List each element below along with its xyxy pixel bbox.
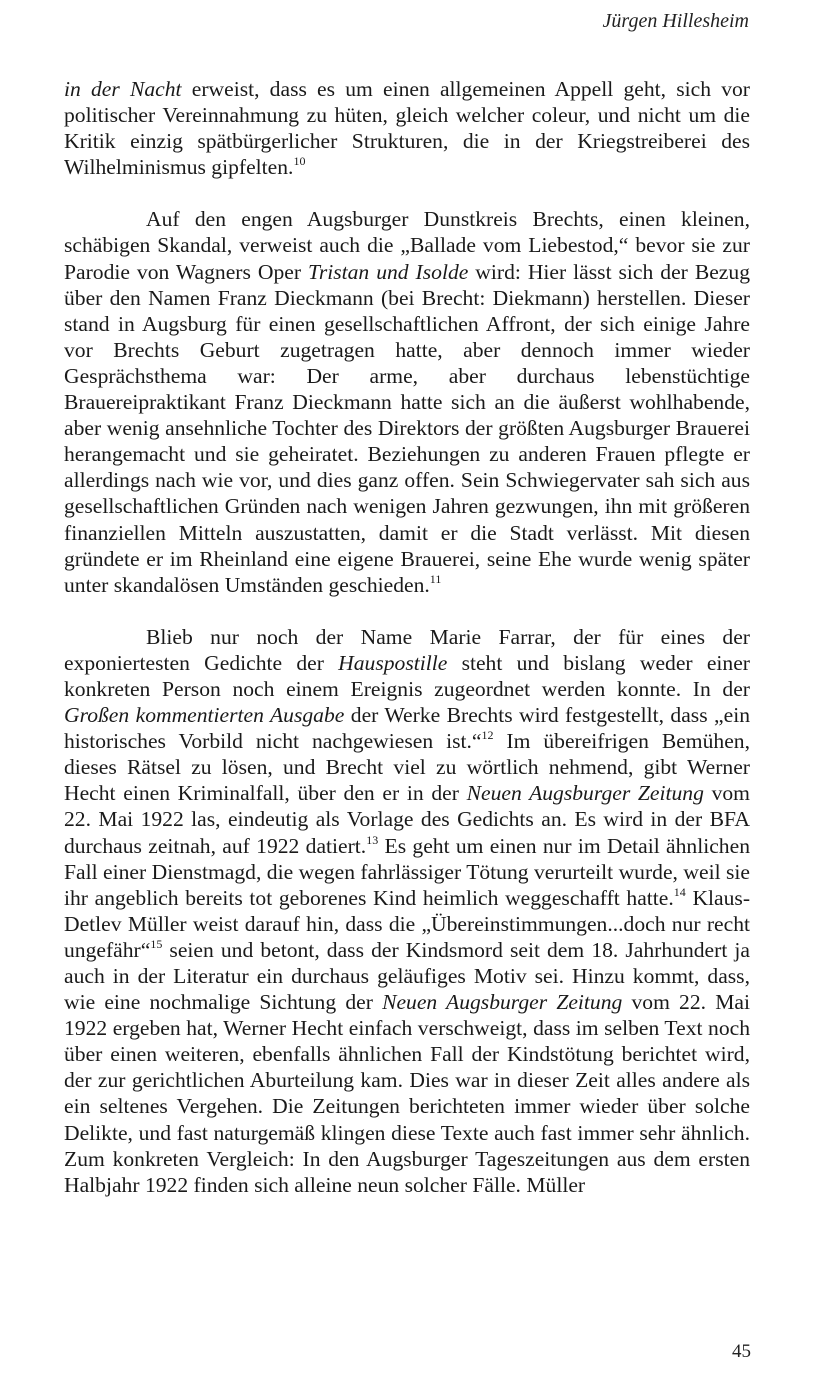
text-run: Im übereifrigen Bemühen, dieses Rätsel zu lösen, und Brecht viel zu wörtlich nehmend, gibt Werner Hecht einen Kriminalfall, über den er in der	[64, 729, 750, 806]
text-run: steht und bislang weder einer konkreten Person noch einem Ereignis zugeordnet werden konnte. In der	[64, 650, 750, 701]
footnote-marker: 11	[429, 571, 442, 586]
text-run: vom 22. Mai 1922 las, eindeutig als Vorlage des Gedichts an. Es wird in der BFA durchaus zeitnah, auf 1922 datiert.	[64, 781, 750, 858]
italic-title: Großen kommentierten Ausgabe	[64, 703, 345, 728]
text-run: Es geht um einen nur im Detail ähnlichen Fall einer Dienstmagd, die wegen fahrlässiger Tötung verurteilt wurde, weil sie ihr angeblich bereits tot geborenes Kind heimlich weggeschafft hatte.	[64, 833, 750, 910]
page-number: 45	[732, 1341, 751, 1362]
text-run: erweist, dass es um einen allgemeinen Appell geht, sich vor politischer Vereinnahmung zu hüten, gleich welcher coleur, und nicht um die Kritik einzig spätbürgerlicher Strukturen, die in der Kriegstreiberei des Wilhelminismus gipfelten.	[64, 77, 750, 180]
footnote-marker: 15	[150, 936, 163, 951]
body-text	[64, 76, 750, 1198]
text-run: wird: Hier lässt sich der Bezug über den Namen Franz Dieckmann (bei Brecht: Diekmann) herstellen. Dieser stand in Augsburg für einen gesellschaftlichen Affront, der sich einige Jahre vor Brechts Geburt zugetragen hatte, aber dennoch immer wieder Gesprächsthema war: Der arme, aber durchaus lebenstüchtige Brauereipraktikant Franz Dieckmann hatte sich an die äußerst wohlhabende, aber wenig ansehnliche Tochter des Direktors der größten Augsburger Brauerei herangemacht und sie geheiratet. Beziehungen zu anderen Frauen pflegte er allerdings nach wie vor, und dies ganz offen. Sein Schwiegervater sah sich aus gesellschaftlichen Gründen nach wenigen Jahren gezwungen, ihn mit größeren finanziellen Mitteln auszustatten, damit er die Stadt verlässt. Mit diesen gründete er im Rheinland eine eigene Brauerei, seine Ehe wurde wenig später unter skandalösen Umständen geschieden.	[64, 259, 750, 597]
italic-title: Tristan und Isolde	[308, 259, 469, 284]
paragraph-1	[64, 76, 750, 180]
footnote-marker: 12	[481, 728, 494, 743]
footnote-marker: 10	[293, 154, 306, 169]
paragraph-2	[64, 206, 750, 597]
footnote-marker: 13	[366, 832, 379, 847]
italic-title: Neuen Augsburger Zeitung	[382, 990, 623, 1015]
text-run: Blieb nur noch der Name Marie Farrar, der für eines der exponiertesten Gedichte der	[64, 624, 750, 675]
text-run: Auf den engen Augsburger Dunstkreis Brechts, einen kleinen, schäbigen Skandal, verweist auch die „Ballade vom Liebestod,“ bevor sie zur Parodie von Wagners Oper	[64, 207, 750, 284]
text-run: der Werke Brechts wird festgestellt, dass „ein historisches Vorbild nicht nachgewiesen ist.“	[64, 703, 751, 754]
italic-title: Hauspostille	[338, 650, 448, 675]
text-run: vom 22. Mai 1922 ergeben hat, Werner Hecht einfach verschweigt, dass im selben Text noch über einen weiteren, ebenfalls ähnlichen Fall der Kindstötung berichtet wird, der zur gerichtlichen Aburteilung kam. Dies war in dieser Zeit alles andere als ein seltenes Vergehen. Die Zeitungen berichteten immer wieder über solche Delikte, und fast naturgemäß klingen diese Texte auch fast immer sehr ähnlich. Zum konkreten Vergleich: In den Augsburger Tageszeitungen aus dem ersten Halbjahr 1922 finden sich alleine neun solcher Fälle. Müller	[64, 990, 750, 1197]
paragraph-3	[64, 624, 750, 1198]
italic-title: Neuen Augsburger Zeitung	[466, 781, 704, 806]
italic-title: in der Nacht	[64, 77, 182, 101]
text-run: seien und betont, dass der Kindsmord seit dem 18. Jahrhundert ja auch in der Literatur ein durchaus geläufiges Motiv sei. Hinzu kommt, dass, wie eine nochmalige Sichtung der	[64, 937, 750, 1015]
text-run: Klaus-Detlev Müller weist darauf hin, dass die „Übereinstimmungen...doch nur recht ungefähr“	[64, 885, 751, 962]
running-header-author: Jürgen Hillesheim	[602, 10, 749, 32]
footnote-marker: 14	[673, 884, 686, 899]
